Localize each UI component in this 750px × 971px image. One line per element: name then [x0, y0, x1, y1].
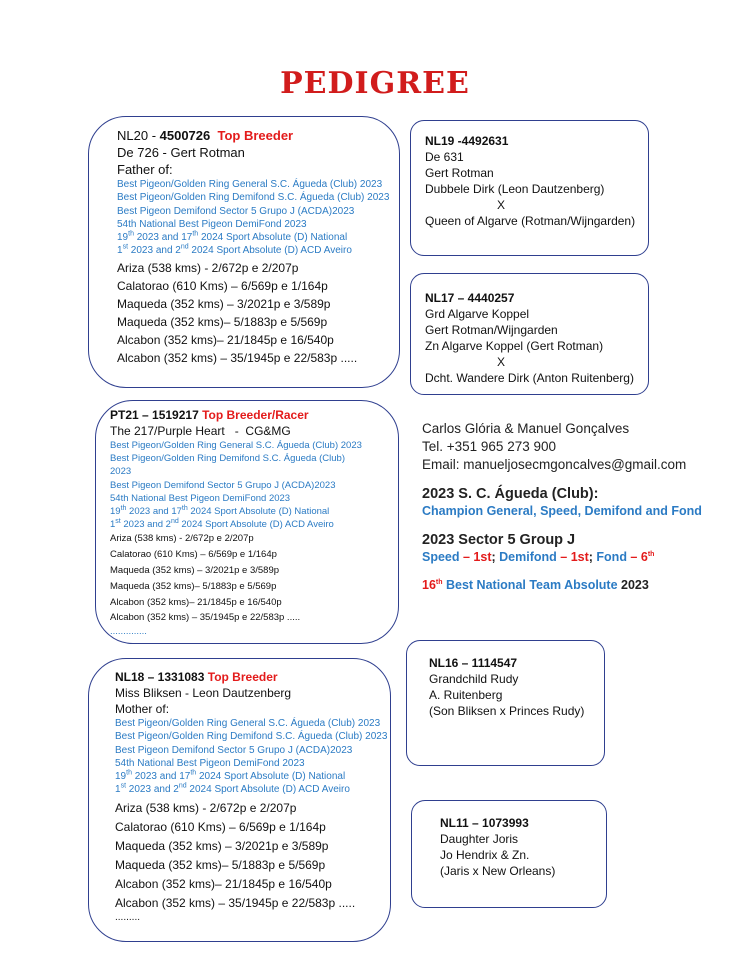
achievement: 54th National Best Pigeon DemiFond 2023 [115, 757, 305, 769]
cross-mark: X [497, 198, 506, 212]
pedigree-box-nl17 [410, 273, 649, 395]
pedigree-line: Jo Hendrix & Zn. [440, 848, 530, 862]
race-result: Alcabon (352 kms)– 21/1845p e 16/540p [115, 876, 332, 891]
achievement-aveiro: 1st 2023 and 2nd 2024 Sport Absolute (D) ACD Aveiro [115, 783, 350, 796]
pedigree-line: (Son Bliksen x Princes Rudy) [429, 704, 585, 718]
ring-number: 4500726 [159, 128, 211, 143]
achievement: Best Pigeon Demifond Sector 5 Grupo J (ACDA)2023 [117, 205, 355, 217]
race-result: Maqueda (352 kms)– 5/1883p e 5/569p [110, 580, 277, 592]
race-result: Calatorao (610 Kms) – 6/569p e 1/164p [117, 278, 328, 293]
contact-block [422, 420, 742, 592]
achievement: Best Pigeon Demifond Sector 5 Grupo J (ACDA)2023 [110, 479, 336, 491]
pedigree-line: Daughter Joris [440, 832, 519, 846]
club-line: Champion General, Speed, Demifond and Fond [422, 504, 702, 518]
ring-line: NL11 – 1073993 [440, 816, 529, 830]
pedigree-line: Grd Algarve Koppel [425, 307, 530, 321]
race-result: Ariza (538 kms) - 2/672p e 2/207p [115, 800, 297, 815]
achievement: Best Pigeon/Golden Ring Demifond S.C. Águeda (Club) 2023 [117, 192, 390, 204]
pedigree-box-pt21 [95, 400, 399, 644]
club-heading: 2023 S. C. Águeda (Club): [422, 486, 599, 502]
owner-names: Carlos Glória & Manuel Gonçalves [422, 421, 630, 436]
race-result: Calatorao (610 Kms) – 6/569p e 1/164p [115, 819, 326, 834]
pedigree-line: Zn Algarve Koppel (Gert Rotman) [425, 339, 604, 353]
pedigree-line: Grandchild Rudy [429, 672, 519, 686]
race-result: Alcabon (352 kms) – 35/1945p e 22/583p ..... [115, 895, 356, 910]
ring-number: PT21 – 1519217 [110, 408, 203, 422]
cross-mark: X [497, 355, 506, 369]
pedigree-line: De 631 [425, 150, 464, 164]
achievement-aveiro: 1st 2023 and 2nd 2024 Sport Absolute (D) ACD Aveiro [110, 518, 334, 531]
page-title: PEDIGREE [280, 66, 470, 101]
ring-number: NL18 – 1331083 [115, 670, 208, 684]
pigeon-name: De 726 - Gert Rotman [117, 145, 245, 160]
pedigree-line: Gert Rotman [425, 166, 494, 180]
achievement: Best Pigeon/Golden Ring General S.C. Águeda (Club) 2023 [117, 179, 383, 190]
pedigree-line: Dubbele Dirk (Leon Dautzenberg) [425, 182, 605, 196]
pedigree-line: Gert Rotman/Wijngarden [425, 323, 558, 337]
partner-line: Dcht. Wandere Dirk (Anton Ruitenberg) [425, 371, 634, 385]
breeder-tag: Top Breeder [207, 670, 278, 684]
email: Email: manueljosecmgoncalves@gmail.com [422, 457, 687, 472]
race-result: Alcabon (352 kms)– 21/1845p e 16/540p [117, 332, 334, 347]
pedigree-box-nl16 [406, 640, 605, 766]
pedigree-line: (Jaris x New Orleans) [440, 864, 556, 878]
race-result: Maqueda (352 kms)– 5/1883p e 5/569p [115, 857, 326, 872]
race-result: Calatorao (610 Kms) – 6/569p e 1/164p [110, 549, 277, 561]
race-result: Ariza (538 kms) - 2/672p e 2/207p [117, 260, 299, 275]
ring-line: NL19 -4492631 [425, 134, 509, 148]
achievement-national: 19th 2023 and 17th 2024 Sport Absolute (D) National [117, 230, 348, 244]
breeder-tag: Top Breeder/Racer [202, 408, 309, 422]
pedigree-line: A. Ruitenberg [429, 688, 503, 702]
achievement-national: 19th 2023 and 17th 2024 Sport Absolute (D) National [115, 769, 346, 783]
breeder-tag: Top Breeder [217, 128, 294, 143]
ring-line: NL17 – 4440257 [425, 291, 515, 305]
race-result: Alcabon (352 kms)– 21/1845p e 16/540p [110, 596, 282, 608]
achievement-aveiro: 1st 2023 and 2nd 2024 Sport Absolute (D) ACD Aveiro [117, 244, 352, 257]
pigeon-name: Miss Bliksen - Leon Dautzenberg [115, 686, 292, 700]
achievement: 2023 [110, 466, 132, 478]
race-result: Ariza (538 kms) - 2/672p e 2/207p [110, 533, 254, 545]
ring-line [117, 127, 399, 144]
race-result: Maqueda (352 kms) – 3/2021p e 3/589p [117, 296, 331, 311]
phone: Tel. +351 965 273 900 [422, 439, 556, 454]
race-result: Maqueda (352 kms)– 5/1883p e 5/569p [117, 314, 328, 329]
pigeon-name: The 217/Purple Heart - CG&MG [110, 424, 291, 438]
achievement: 54th National Best Pigeon DemiFond 2023 [110, 492, 291, 504]
national-rank: 16th Best National Team Absolute 2023 [422, 578, 649, 592]
ring-line: NL16 – 1114547 [429, 656, 518, 670]
pedigree-box-nl18 [88, 658, 391, 942]
relation-label: Father of: [117, 162, 173, 177]
sector-results: Speed – 1st; Demifond – 1st; Fond – 6th [422, 550, 655, 564]
achievement: Best Pigeon/Golden Ring Demifond S.C. Águeda (Club) 2023 [115, 731, 388, 743]
ellipsis: ......... [115, 911, 141, 923]
partner-line: Queen of Algarve (Rotman/Wijngarden) [425, 214, 636, 228]
achievement-national: 19th 2023 and 17th 2024 Sport Absolute (D) National [110, 504, 330, 518]
relation-label: Mother of: [115, 702, 170, 716]
achievement: Best Pigeon/Golden Ring Demifond S.C. Águeda (Club) [110, 453, 345, 465]
race-result: Alcabon (352 kms) – 35/1945p e 22/583p ..... [110, 612, 301, 624]
achievement: Best Pigeon Demifond Sector 5 Grupo J (ACDA)2023 [115, 744, 353, 756]
race-result: Maqueda (352 kms) – 3/2021p e 3/589p [115, 838, 329, 853]
pedigree-box-nl19 [410, 120, 649, 256]
ring-line [110, 407, 398, 423]
achievement: Best Pigeon/Golden Ring General S.C. Águeda (Club) 2023 [110, 440, 362, 451]
ellipsis: .............. [110, 626, 147, 638]
ring-prefix: NL20 - [117, 128, 160, 143]
pedigree-box-nl20 [88, 116, 400, 388]
achievement: Best Pigeon/Golden Ring General S.C. Águeda (Club) 2023 [115, 718, 381, 729]
race-result: Alcabon (352 kms) – 35/1945p e 22/583p ..... [117, 350, 358, 365]
sector-heading: 2023 Sector 5 Group J [422, 532, 576, 548]
pedigree-box-nl11 [411, 800, 607, 908]
achievement: 54th National Best Pigeon DemiFond 2023 [117, 218, 307, 230]
race-result: Maqueda (352 kms) – 3/2021p e 3/589p [110, 565, 280, 577]
ring-line [115, 669, 390, 685]
